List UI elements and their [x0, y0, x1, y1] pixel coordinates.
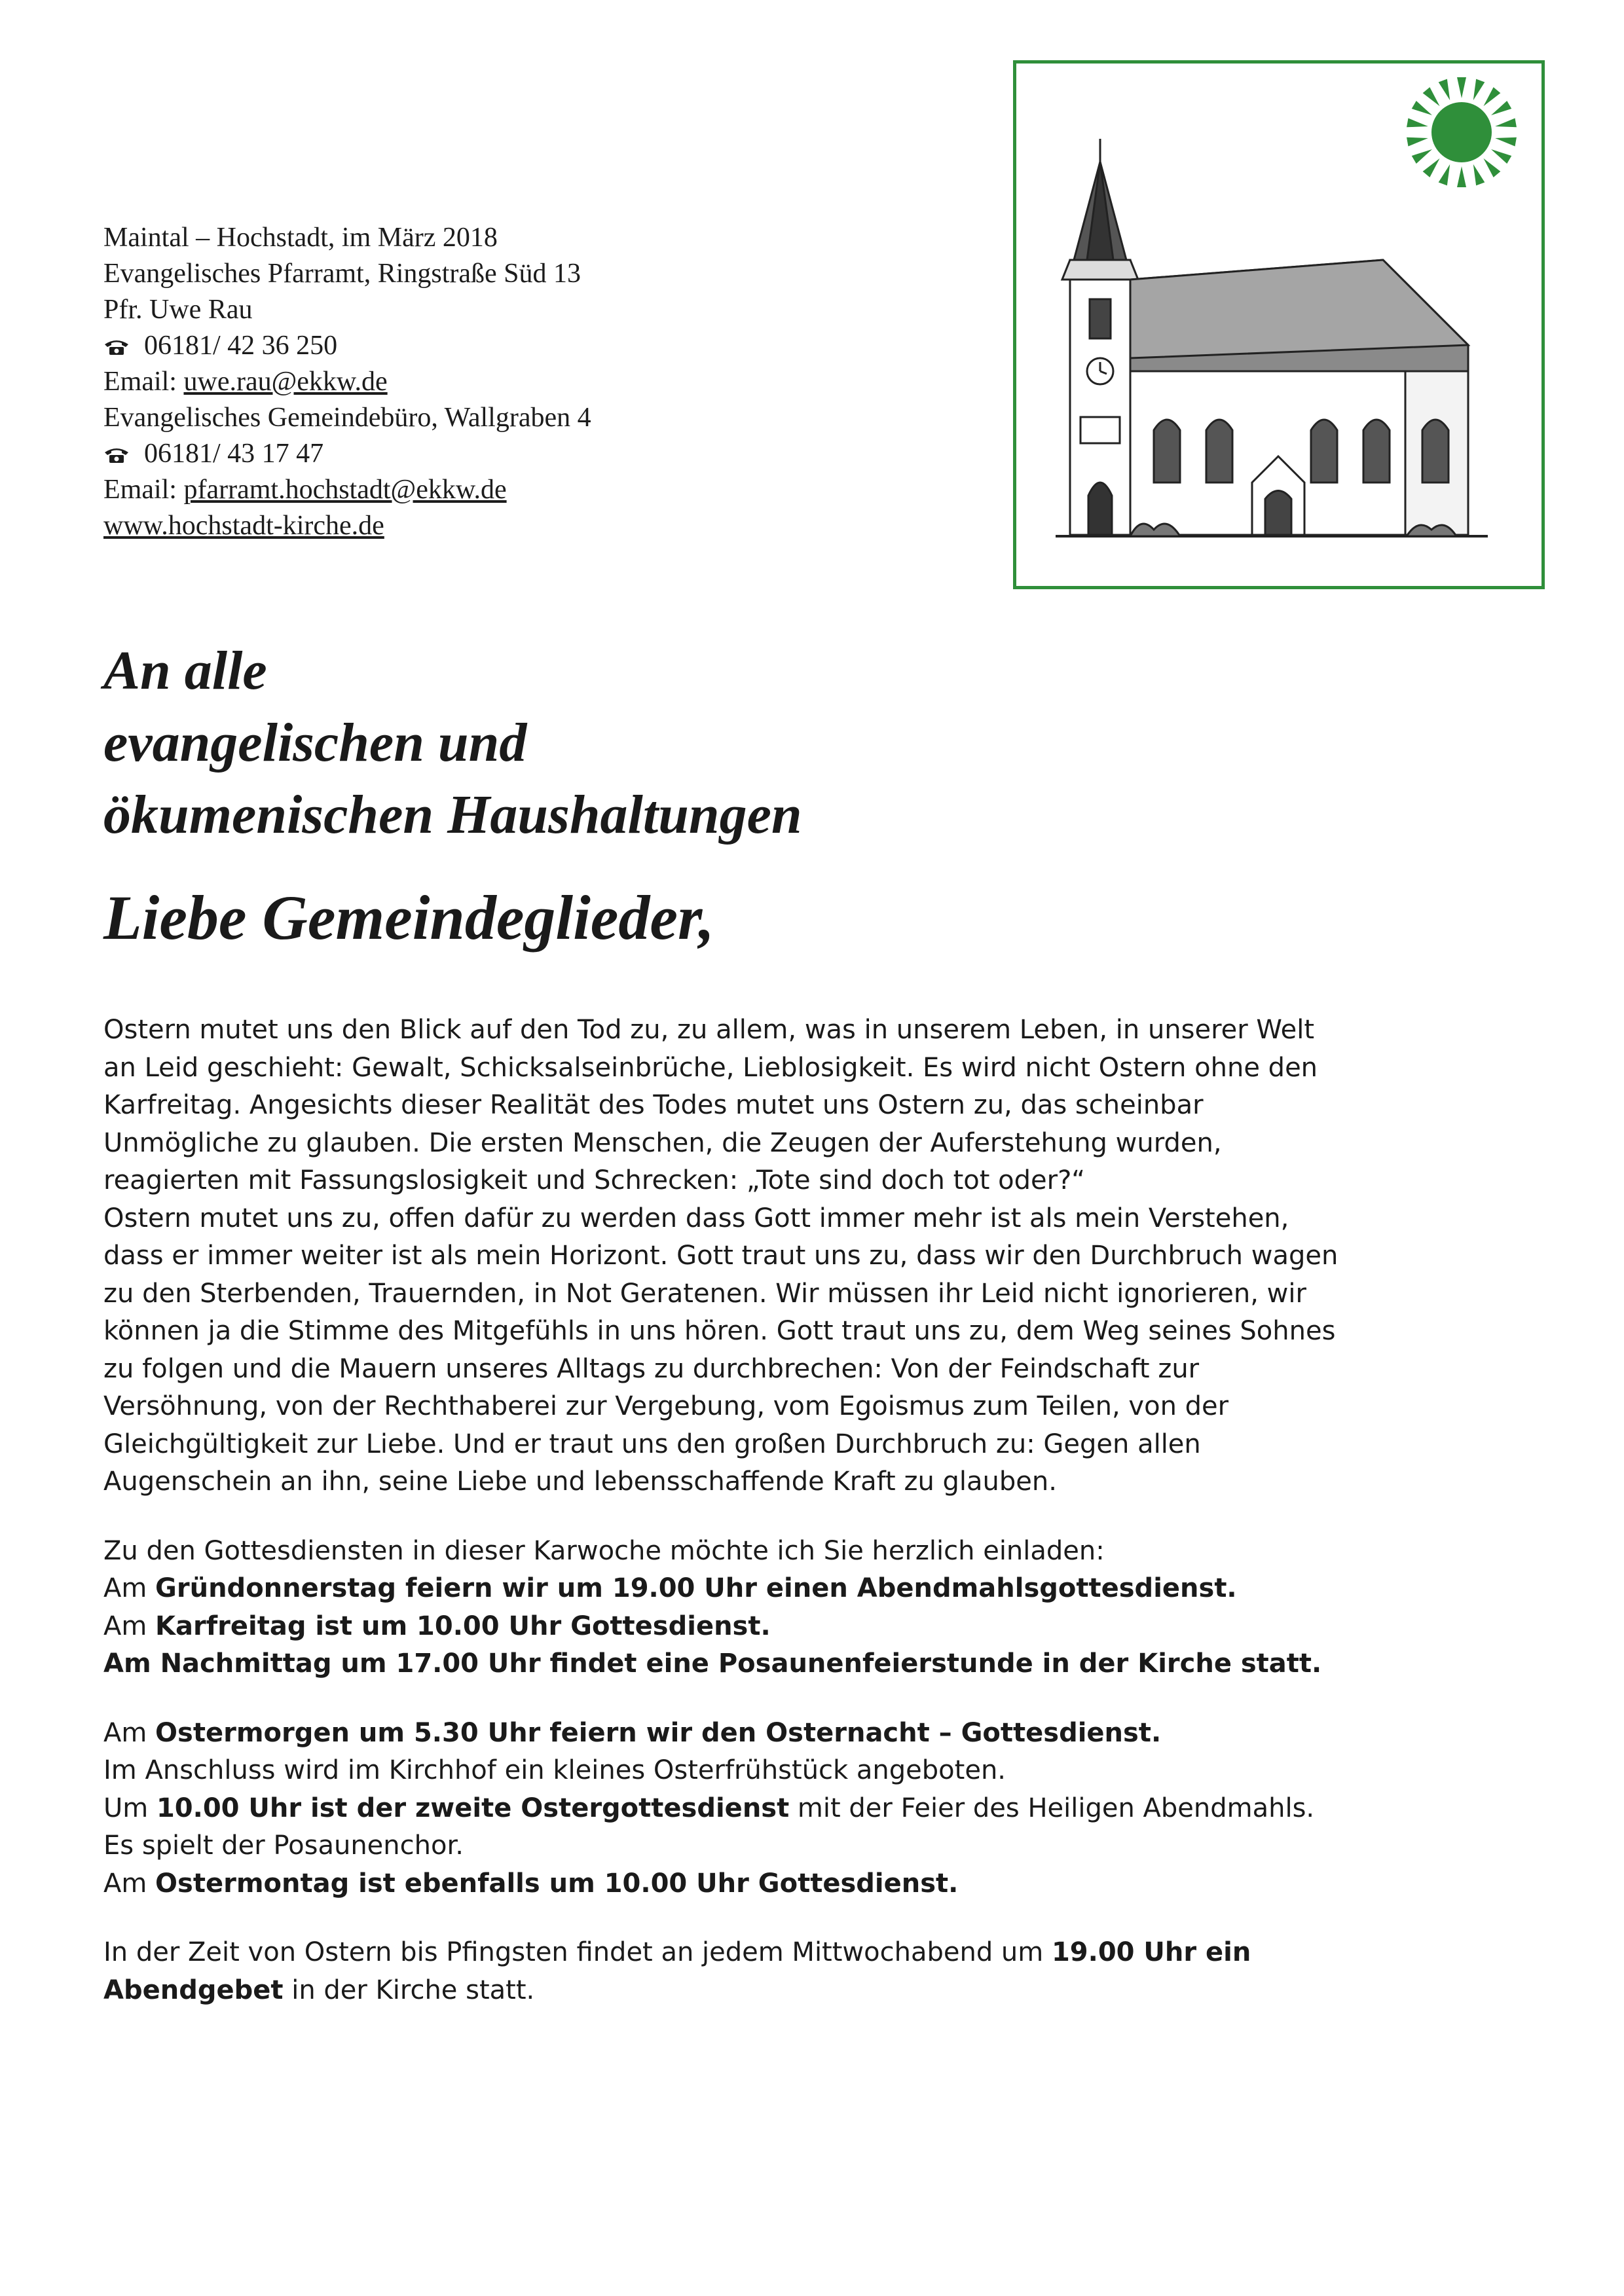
office-email-label: Email:	[103, 475, 184, 505]
paragraph-gap	[103, 1683, 1544, 1715]
pastor-phone: 06181/ 42 36 250	[144, 331, 338, 361]
text-line: Gleichgültigkeit zur Liebe. Und er traut uns den großen Durchbruch zu: Gegen allen	[103, 1429, 1201, 1459]
service-detail: Am Nachmittag um 17.00 Uhr findet eine Posaunenfeierstunde in der Kirche statt.	[103, 1649, 1322, 1679]
service-prefix: Am	[103, 1573, 156, 1603]
service-second-easter	[103, 1790, 1544, 1828]
invitation-line: Zu den Gottesdiensten in dieser Karwoche möchte ich Sie herzlich einladen:	[103, 1535, 1105, 1566]
office-phone-line	[103, 436, 955, 472]
paragraph-pentecost	[103, 1934, 1544, 2009]
service-detail: Karfreitag ist um 10.00 Uhr Gottesdienst.	[155, 1611, 771, 1641]
letterhead	[103, 220, 955, 544]
service-friday	[103, 1608, 1544, 1646]
heading-line-3: ökumenischen Haushaltungen	[103, 784, 802, 845]
service-prefix: Am	[103, 1717, 156, 1748]
text-line: an Leid geschieht: Gewalt, Schicksalseinbrüche, Lieblosigkeit. Es wird nicht Ostern ohne den	[103, 1052, 1318, 1083]
office-email-link[interactable]: pfarramt.hochstadt@ekkw.de	[183, 475, 507, 505]
service-easter-monday	[103, 1865, 1544, 1903]
text-line: zu den Sterbenden, Trauernden, in Not Geratenen. Wir müssen ihr Leid nicht ignorieren, wir	[103, 1278, 1306, 1309]
service-rest: mit der Feier des Heiligen Abendmahls.	[789, 1793, 1315, 1823]
evening-prayer-rest: in der Kirche statt.	[283, 1975, 535, 2005]
text-line: Unmögliche zu glauben. Die ersten Menschen, die Zeugen der Auferstehung wurden,	[103, 1127, 1222, 1158]
pentecost-text: In der Zeit von Ostern bis Pfingsten findet an jedem Mittwochabend um	[103, 1937, 1052, 1967]
service-detail: Ostermorgen um 5.30 Uhr feiern wir den Osternacht – Gottesdienst.	[155, 1717, 1162, 1748]
pastor-phone-line	[103, 328, 955, 364]
text-line: können ja die Stimme des Mitgefühls in uns hören. Gott traut uns zu, dem Weg seines Sohnes	[103, 1316, 1336, 1346]
text-line: Augenschein an ihn, seine Liebe und lebensschaffende Kraft zu glauben.	[103, 1467, 1057, 1497]
text-line: Versöhnung, von der Rechthaberei zur Vergebung, vom Egoismus zum Teilen, von der	[103, 1391, 1229, 1421]
telephone-icon	[103, 338, 130, 355]
pastor-email-link[interactable]: uwe.rau@ekkw.de	[183, 367, 388, 397]
text-line: Karfreitag. Angesichts dieser Realität des Todes mutet uns Ostern zu, das scheinbar	[103, 1090, 1204, 1120]
sun-icon	[1407, 77, 1517, 187]
service-detail: 10.00 Uhr ist der zweite Ostergottesdienst	[156, 1793, 790, 1823]
pastor-name: Pfr. Uwe Rau	[103, 295, 253, 325]
service-prefix: Am	[103, 1868, 156, 1899]
service-prefix: Am	[103, 1611, 156, 1641]
parish-office-address: Evangelisches Pfarramt, Ringstraße Süd 13	[103, 259, 581, 289]
telephone-icon	[103, 446, 130, 464]
choir-line: Es spielt der Posaunenchor.	[103, 1831, 464, 1861]
pentecost-time: 19.00 Uhr ein	[1051, 1937, 1251, 1967]
paragraph-gap	[103, 1501, 1544, 1533]
church-drawing	[1056, 139, 1488, 536]
breakfast-line: Im Anschluss wird im Kirchhof ein kleines Osterfrühstück angeboten.	[103, 1755, 1006, 1785]
community-office-address: Evangelisches Gemeindebüro, Wallgraben 4	[103, 403, 591, 433]
text-line: dass er immer weiter ist als mein Horizont. Gott traut uns zu, dass wir den Durchbruch wagen	[103, 1241, 1338, 1271]
greeting: Liebe Gemeindeglieder,	[103, 883, 715, 953]
evening-prayer-line	[103, 1972, 1544, 2010]
service-prefix: Um	[103, 1793, 157, 1823]
paragraph-easter-services	[103, 1715, 1544, 1903]
text-line: reagierten mit Fassungslosigkeit und Schrecken: „Tote sind doch tot oder?“	[103, 1165, 1086, 1195]
office-email-line	[103, 472, 955, 508]
place-date: Maintal – Hochstadt, im März 2018	[103, 223, 498, 253]
text-line: Ostern mutet uns zu, offen dafür zu werden dass Gott immer mehr ist als mein Verstehen,	[103, 1203, 1289, 1233]
text-line: Ostern mutet uns den Blick auf den Tod zu, zu allem, was in unserem Leben, in unserer Welt	[103, 1015, 1315, 1045]
paragraph-easter	[103, 1011, 1544, 1501]
evening-prayer: Abendgebet	[103, 1975, 284, 2005]
service-easter-morning	[103, 1715, 1544, 1753]
service-detail: Gründonnerstag feiern wir um 19.00 Uhr einen Abendmahlsgottesdienst.	[155, 1573, 1237, 1603]
pastor-email-label: Email:	[103, 367, 184, 397]
heading-line-2: evangelischen und	[103, 712, 527, 773]
website-link[interactable]: www.hochstadt-kirche.de	[103, 511, 384, 541]
service-thursday	[103, 1570, 1544, 1608]
church-illustration-frame	[1013, 60, 1545, 589]
letter-body	[103, 1011, 1544, 2009]
headings	[103, 635, 1348, 957]
text-line: zu folgen und die Mauern unseres Alltags zu durchbrechen: Von der Feindschaft zur	[103, 1353, 1200, 1384]
church-illustration	[1016, 64, 1541, 586]
service-friday-afternoon	[103, 1645, 1544, 1683]
heading-line-1: An alle	[103, 640, 267, 701]
paragraph-gap	[103, 1903, 1544, 1934]
office-phone: 06181/ 43 17 47	[144, 439, 324, 469]
service-detail: Ostermontag ist ebenfalls um 10.00 Uhr Gottesdienst.	[155, 1868, 959, 1899]
paragraph-holy-week	[103, 1533, 1544, 1683]
pentecost-line	[103, 1934, 1544, 1972]
pastor-email-line	[103, 364, 955, 400]
